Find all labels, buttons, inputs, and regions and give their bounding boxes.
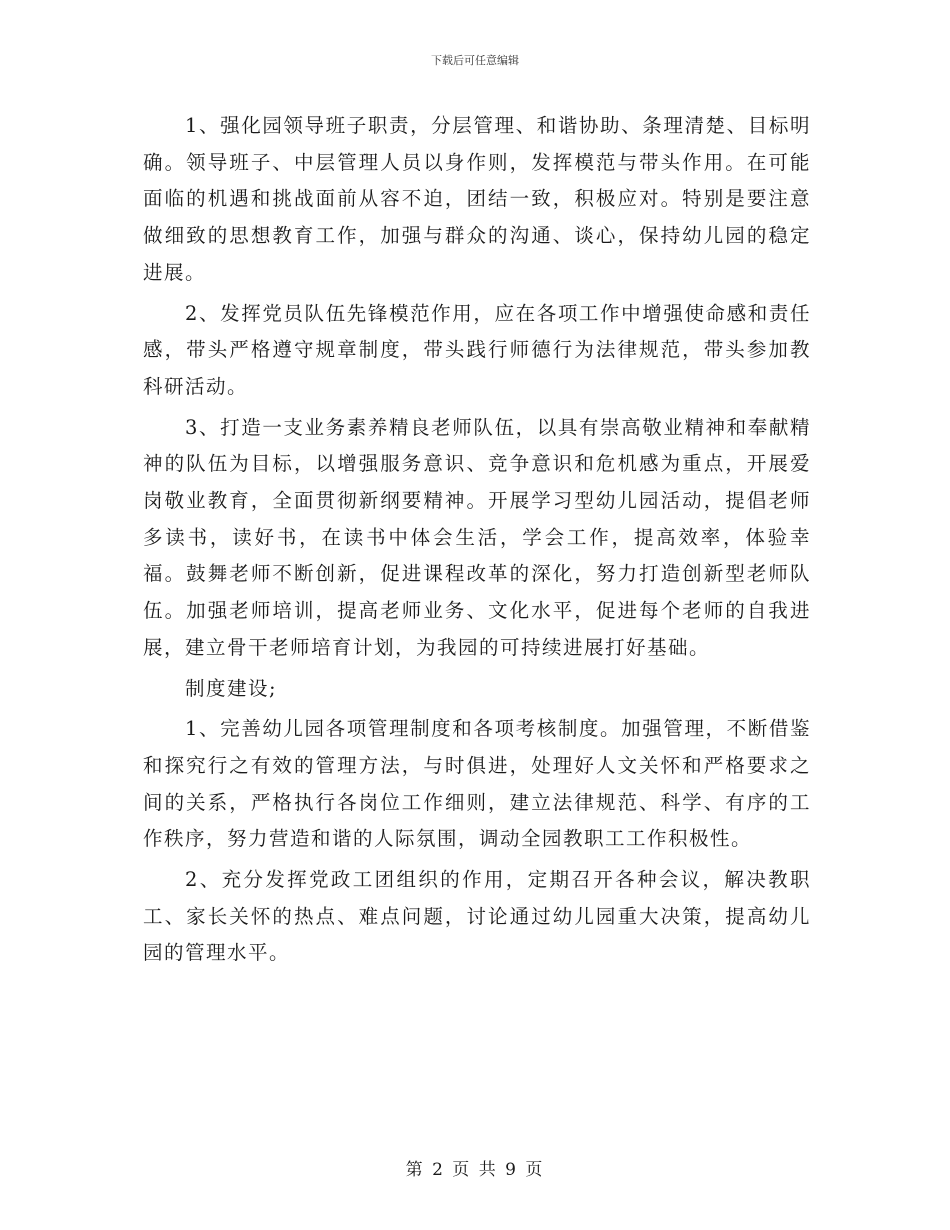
paragraph-teacher-team: 3、打造一支业务素养精良老师队伍，以具有崇高敬业精神和奉献精神的队伍为目标，以增强服务意识、竞争意识和危机感为重点，开展爱岗敬业教育，全面贯彻新纲要精神。开展学习型幼儿园活动，提倡老师多读书，读好书，在读书中体会生活，学会工作，提高效率，体验幸福。鼓舞老师不断创新，促进课程改革的深化，努力打造创新型老师队伍。加强老师培训，提高老师业务、文化水平，促进每个老师的自我进展，建立骨干老师培育计划，为我园的可持续进展打好基础。 [143, 415, 811, 659]
paragraph-party-members: 2、发挥党员队伍先锋模范作用，应在各项工作中增强使命感和责任感，带头严格遵守规章制度，带头践行师德行为法律规范，带头参加教科研活动。 [143, 301, 811, 398]
document-body [143, 108, 811, 976]
editable-note-header: 下载后可任意编辑 [431, 54, 519, 67]
paragraph-leadership: 1、强化园领导班子职责，分层管理、和谐协助、条理清楚、目标明确。领导班子、中层管理人员以身作则，发挥模范与带头作用。在可能面临的机遇和挑战面前从容不迫，团结一致，积极应对。特别是要注意做细致的思想教育工作，加强与群众的沟通、谈心，保持幼儿园的稳定进展。 [143, 114, 811, 284]
section-heading-system-building: 制度建设; [185, 676, 278, 700]
paragraph-organizations: 2、充分发挥党政工团组织的作用，定期召开各种会议，解决教职工、家长关怀的热点、难点问题，讨论通过幼儿园重大决策，提高幼儿园的管理水平。 [143, 868, 811, 965]
paragraph-management-system: 1、完善幼儿园各项管理制度和各项考核制度。加强管理，不断借鉴和探究行之有效的管理方法，与时俱进，处理好人文关怀和严格要求之间的关系，严格执行各岗位工作细则，建立法律规范、科学、有序的工作秩序，努力营造和谐的人际氛围，调动全园教职工工作积极性。 [143, 717, 811, 851]
page-number-footer: 第 2 页 共 9 页 [405, 1160, 545, 1180]
